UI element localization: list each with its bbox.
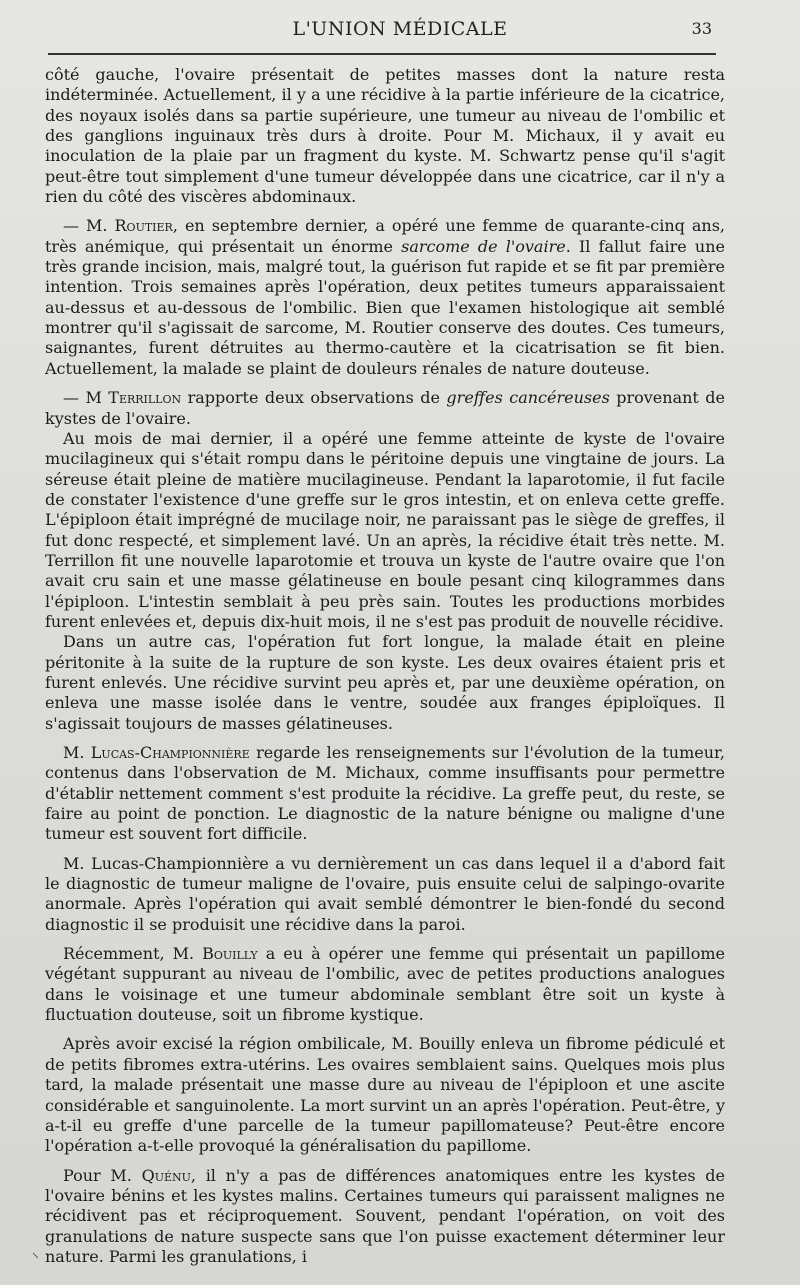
text-run: a eu à opérer une femme qui présentait un papillome végétant suppurant au niveau de l'ombilic, avec de petites productions analogues dans le voisinage et une tumeur abdominale semblant être soit un kyste à fluctuation douteuse, soit un fibrome kystique. <box>45 944 725 1025</box>
paragraph <box>45 1166 725 1268</box>
italic-term: greffes cancéreuses <box>446 388 610 408</box>
paragraph <box>45 388 725 429</box>
paragraph <box>45 1034 725 1156</box>
text-run: Récemment, M. <box>63 944 203 964</box>
text-run: Dans un autre cas, l'opération fut fort longue, la malade était en pleine péritonite à la suite de la rupture de son kyste. Les deux ovaires étaient pris et furent enlevés. Une récidive survint peu après et, par une deuxième opération, on enleva une masse isolée dans le ventre, soudée aux franges épiploïques. Il s'agissait toujours de masses gélatineuses. <box>45 632 725 733</box>
paragraph <box>45 854 725 935</box>
text-run: rapporte deux observations de <box>181 388 447 408</box>
italic-term: sarcome de l'ovaire <box>401 236 566 256</box>
author-name: Bouilly <box>202 944 258 964</box>
paragraph <box>45 216 725 379</box>
page-number: 33 <box>691 19 712 38</box>
text-run: côté gauche, l'ovaire présentait de petites masses dont la nature resta indéterminée. Actuellement, il y a une récidive à la partie inférieure de la cicatrice, des noyaux isolés dans sa partie supérieure, une tumeur au niveau de l'ombilic et des ganglions inguinaux très durs à droite. Pour M. Michaux, il y avait eu inoculation de la plaie par un fragment du kyste. M. Schwartz pense qu'il s'agit peut-être tout simplement d'une tumeur développée dans une cicatrice, car il n'y a rien du côté des viscères abdominaux. <box>45 65 725 207</box>
running-title: L'UNION MÉDICALE <box>292 18 508 40</box>
header-rule <box>48 53 716 55</box>
text-run: , il n'y a pas de différences anatomiques entre les kystes de l'ovaire bénins et les kystes malins. Certaines tumeurs qui paraissent malignes ne récidivent pas et réciproquement. Souvent, pendant l'opération, on voit des granulations de nature suspecte sans que l'on puisse exactement déterminer leur nature. Parmi les granulations, i <box>45 1165 726 1266</box>
text-run: — M <box>63 388 109 408</box>
paragraph <box>45 632 725 734</box>
author-name: Routier <box>114 216 173 236</box>
text-run: Après avoir excisé la région ombilicale, M. Bouilly enleva un fibrome pédiculé et de petits fibromes extra-utérins. Les ovaires semblaient sains. Quelques mois plus tard, la malade présentait une masse dure au niveau de l'épiploon et une ascite considérable et sanguinolente. La mort survint un an après l'opération. Peut-être, y a-t-il eu greffe d'une parcelle de la tumeur papillomateuse? Peut-être encore l'opération a-t-elle provoqué la généralisation du papillome. <box>45 1034 725 1156</box>
paragraph <box>45 65 725 207</box>
text-run: provenant de kystes de l'ovaire. <box>45 388 725 428</box>
author-name: Quénu <box>141 1165 191 1185</box>
page-header <box>0 18 800 48</box>
paragraph <box>45 429 725 632</box>
text-run: M. Lucas-Championnière a vu dernièrement un cas dans lequel il a d'abord fait le diagnostic de tumeur maligne de l'ovaire, puis ensuite celui de salpingo-ovarite anormale. Après l'opération qui avait semblé démontrer le bien-fondé du second diagnostic il se produisit une récidive dans la paroi. <box>45 853 725 934</box>
text-run: Au mois de mai dernier, il a opéré une femme atteinte de kyste de l'ovaire mucilagineux qui s'était rompu dans le péritoine depuis une vingtaine de jours. La séreuse était pleine de matière mucilagineuse. Pendant la laparotomie, il fut facile de constater l'existence d'une greffe sur le gros intestin, et on enleva cette greffe. L'épiploon était imprégné de mucilage noir, ne paraissant pas le siège de greffes, il fut donc respecté, et simplement lavé. Un an après, la récidive était très nette. M. Terrillon fit une nouvelle laparotomie et trouva un kyste de l'autre ovaire que l'on avait cru sain et une masse gélatineuse en boule pesant cinq kilogrammes dans l'épiploon. L'intestin semblait à peu près sain. Toutes les productions morbides furent enlevées et, depuis dix-huit mois, il ne s'est pas produit de nouvelle récidive. <box>45 428 725 631</box>
text-run: . Il fallut faire une très grande incision, mais, malgré tout, la guérison fut rapide et se fit par première intention. Trois semaines après l'opération, deux petites tumeurs apparaissaient au-dessus et au-dessous de l'ombilic. Bien que l'examen histologique ait semblé montrer qu'il s'agissait de sarcome, M. Routier conserve des doutes. Ces tumeurs, saignantes, furent détruites au thermo-cautère et la cicatrisation se fit bien. Actuellement, la malade se plaint de douleurs rénales de nature douteuse. <box>45 236 725 378</box>
text-run: — M. <box>63 216 115 236</box>
author-name: Lucas-Championnière <box>90 743 250 762</box>
author-name: Terrillon <box>108 388 182 408</box>
body-text <box>45 65 725 1276</box>
text-run: Pour M. <box>63 1165 142 1185</box>
text-run: , en septembre dernier, a opéré une femme de quarante-cinq ans, très anémique, qui présentait un énorme <box>45 216 726 256</box>
paragraph <box>45 944 725 1025</box>
printer-mark: ⸜ <box>32 1245 39 1261</box>
paragraph <box>45 743 725 845</box>
text-run: regarde les renseignements sur l'évolution de la tumeur, contenus dans l'observation de M. Michaux, comme insuffisants pour permettre d'établir nettement comment s'est produite la récidive. La greffe peut, du reste, se faire au point de ponction. Le diagnostic de la nature bénigne ou maligne d'une tumeur est souvent fort difficile. <box>45 743 725 844</box>
text-run: M. <box>63 743 91 762</box>
